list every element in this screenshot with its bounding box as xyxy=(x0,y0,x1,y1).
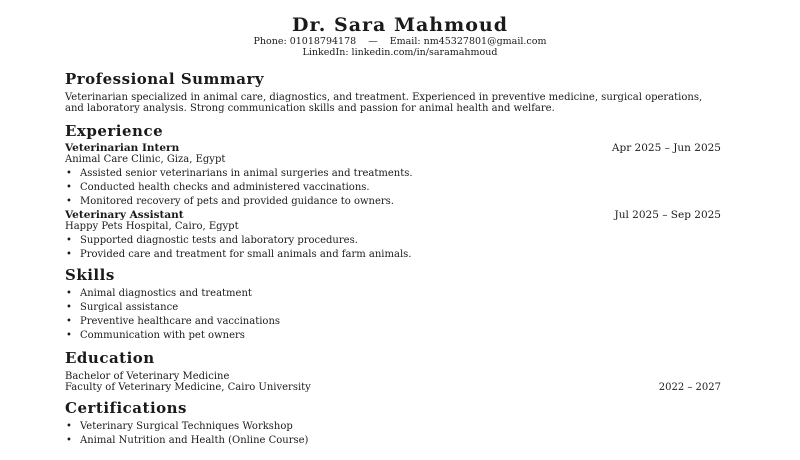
job-place: Animal Care Clinic, Giza, Egypt xyxy=(65,154,226,165)
list-item xyxy=(65,195,721,209)
job-entry xyxy=(65,142,721,209)
job-title: Veterinary Assistant xyxy=(65,209,184,221)
job-dates: Jul 2025 – Sep 2025 xyxy=(614,209,721,221)
job-header xyxy=(65,209,721,221)
list-item xyxy=(65,181,721,195)
bullet-text: Provided care and treatment for small animals and farm animals. xyxy=(80,249,412,260)
list-item xyxy=(65,167,721,181)
bullet-icon: • xyxy=(66,435,72,446)
list-item xyxy=(65,315,721,329)
bullet-icon: • xyxy=(66,182,72,193)
resume-header xyxy=(0,0,800,58)
certification-text: Veterinary Surgical Techniques Workshop xyxy=(80,421,293,432)
skill-text: Animal diagnostics and treatment xyxy=(80,288,252,299)
linkedin-line xyxy=(0,47,800,58)
contact-separator: — xyxy=(368,36,378,47)
certifications-heading: Certifications xyxy=(65,399,187,417)
bullet-text: Assisted senior veterinarians in animal surgeries and treatments. xyxy=(80,168,413,179)
contact-line xyxy=(0,36,800,47)
education-row xyxy=(65,382,721,393)
education-heading: Education xyxy=(65,349,155,367)
skills-heading: Skills xyxy=(65,266,115,284)
candidate-name: Dr. Sara Mahmoud xyxy=(292,14,508,36)
job-dates: Apr 2025 – Jun 2025 xyxy=(611,142,721,154)
job-bullets xyxy=(65,234,721,262)
resume-content xyxy=(65,70,721,448)
list-item xyxy=(65,329,721,343)
job-bullets xyxy=(65,167,721,209)
job-title: Veterinarian Intern xyxy=(65,142,180,154)
certifications-list xyxy=(65,420,721,448)
bullet-icon: • xyxy=(66,330,72,341)
bullet-icon: • xyxy=(66,302,72,313)
bullet-text: Conducted health checks and administered vaccinations. xyxy=(80,182,370,193)
bullet-text: Supported diagnostic tests and laboratory procedures. xyxy=(80,235,358,246)
bullet-icon: • xyxy=(66,196,72,207)
skill-text: Surgical assistance xyxy=(80,302,179,313)
job-place: Happy Pets Hospital, Cairo, Egypt xyxy=(65,221,239,232)
school-text: Faculty of Veterinary Medicine, Cairo University xyxy=(65,382,311,393)
bullet-icon: • xyxy=(66,288,72,299)
skills-list xyxy=(65,287,721,343)
skill-text: Communication with pet owners xyxy=(80,330,245,341)
bullet-text: Monitored recovery of pets and provided guidance to owners. xyxy=(80,196,394,207)
bullet-icon: • xyxy=(66,168,72,179)
list-item xyxy=(65,420,721,434)
bullet-icon: • xyxy=(66,249,72,260)
job-header xyxy=(65,142,721,154)
list-item xyxy=(65,234,721,248)
bullet-icon: • xyxy=(66,235,72,246)
job-entry xyxy=(65,209,721,262)
degree-text: Bachelor of Veterinary Medicine xyxy=(65,371,230,382)
bullet-icon: • xyxy=(66,316,72,327)
list-item xyxy=(65,248,721,262)
education-years: 2022 – 2027 xyxy=(658,382,721,393)
phone-text: Phone: 01018794178 xyxy=(253,36,357,47)
list-item xyxy=(65,301,721,315)
experience-heading: Experience xyxy=(65,122,164,140)
email-link[interactable]: Email: nm45327801@gmail.com xyxy=(389,36,547,47)
summary-text: Veterinarian specialized in animal care, diagnostics, and treatment. Experienced in preventive medicine, surgical operations, and laboratory analysis. Strong communication skills and passion for animal health and welfare. xyxy=(65,92,703,114)
summary-heading: Professional Summary xyxy=(65,70,265,88)
list-item xyxy=(65,287,721,301)
bullet-icon: • xyxy=(66,421,72,432)
list-item xyxy=(65,434,721,448)
skill-text: Preventive healthcare and vaccinations xyxy=(80,316,281,327)
linkedin-link[interactable]: LinkedIn: linkedin.com/in/saramahmoud xyxy=(302,47,498,58)
certification-text: Animal Nutrition and Health (Online Course) xyxy=(80,435,309,446)
